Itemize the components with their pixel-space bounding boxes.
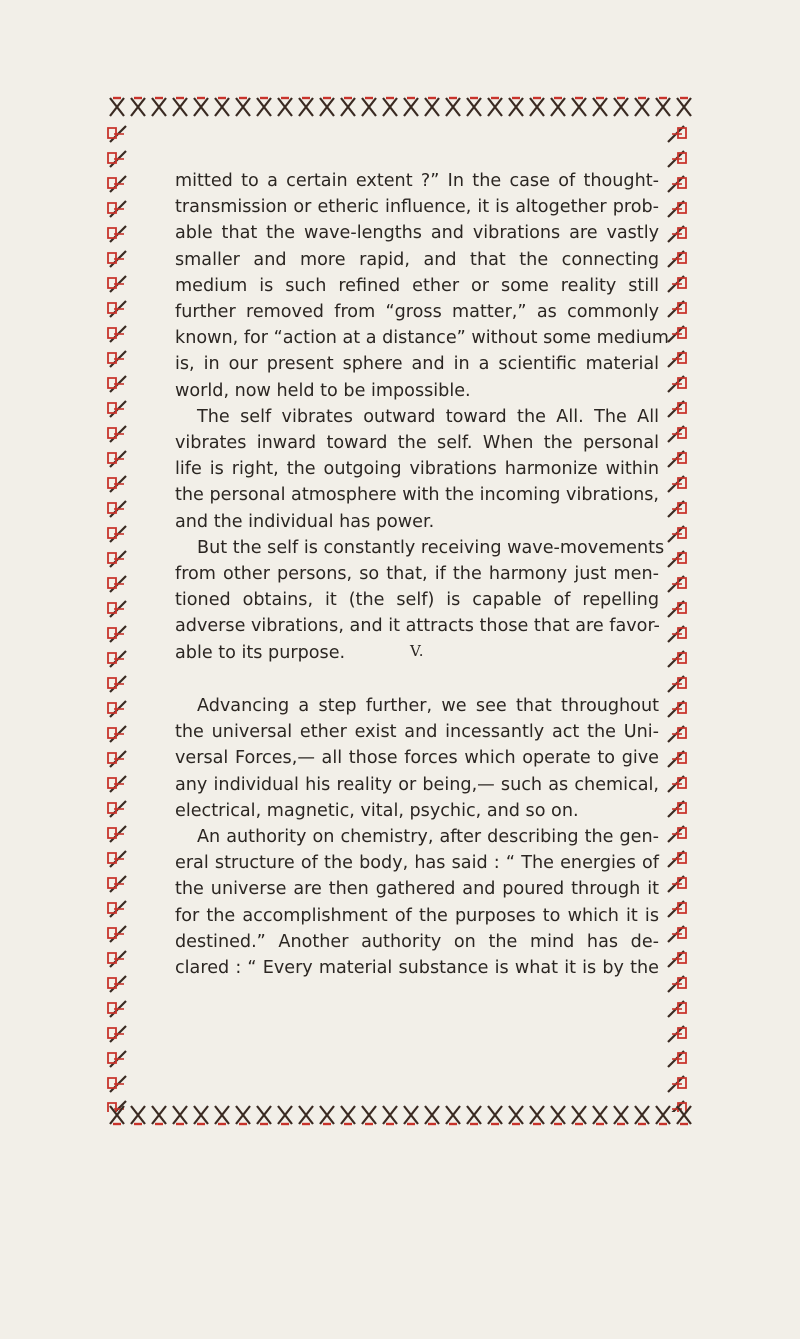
text-line: from other persons, so that, if the harmony just men- xyxy=(175,564,659,585)
border-motif xyxy=(668,376,686,392)
border-motif xyxy=(236,98,250,116)
border-motif xyxy=(530,98,544,116)
border-motif xyxy=(668,276,686,292)
border-motif xyxy=(404,98,418,116)
border-motif xyxy=(668,126,686,142)
text-line: But the self is constantly receiving wave-movements xyxy=(197,537,665,558)
border-motif xyxy=(173,1106,187,1124)
border-motif xyxy=(668,526,686,542)
border-motif xyxy=(108,876,126,892)
text-line: further removed from “gross matter,” as commonly xyxy=(175,302,659,323)
border-motif xyxy=(668,826,686,842)
text-line: electrical, magnetic, vital, psychic, and so on. xyxy=(175,800,579,821)
ornamental-border-top xyxy=(104,94,692,128)
border-motif xyxy=(593,1106,607,1124)
border-motif xyxy=(108,951,126,967)
border-motif xyxy=(362,98,376,116)
border-motif xyxy=(425,1106,439,1124)
text-line: mitted to a certain extent ?” In the case of thought- xyxy=(175,171,659,191)
border-motif xyxy=(108,526,126,542)
border-motif xyxy=(656,1106,670,1124)
border-motif xyxy=(236,1106,250,1124)
border-motif xyxy=(668,601,686,617)
border-motif xyxy=(656,98,670,116)
border-motif xyxy=(215,98,229,116)
border-motif xyxy=(404,1106,418,1124)
border-right-ornament xyxy=(660,116,694,1112)
border-motif xyxy=(108,976,126,992)
text-line: able to its purpose. xyxy=(175,642,346,663)
border-motif xyxy=(668,401,686,417)
border-motif xyxy=(108,751,126,767)
text-line: able that the wave-lengths and vibrations are vastly xyxy=(175,223,659,244)
border-motif xyxy=(509,1106,523,1124)
border-motif xyxy=(131,1106,145,1124)
border-motif xyxy=(572,1106,586,1124)
border-motif xyxy=(593,98,607,116)
paragraph-2 xyxy=(175,404,659,535)
border-motif xyxy=(668,301,686,317)
border-motif xyxy=(278,98,292,116)
border-motif xyxy=(341,98,355,116)
text-line: clared : “ Every material substance is what it is by the xyxy=(175,958,659,979)
body-text-block-1 xyxy=(175,168,669,666)
border-motif xyxy=(488,1106,502,1124)
text-line: the personal atmosphere with the incoming vibrations, xyxy=(175,485,659,506)
body-text-block-2 xyxy=(175,693,659,981)
border-motif xyxy=(108,801,126,817)
border-motif xyxy=(108,1026,126,1042)
border-left-ornament xyxy=(104,116,138,1112)
border-motif xyxy=(668,651,686,667)
border-motif xyxy=(173,98,187,116)
border-motif xyxy=(668,476,686,492)
border-motif xyxy=(668,976,686,992)
border-motif xyxy=(108,551,126,567)
border-motif xyxy=(110,98,124,116)
border-motif xyxy=(668,726,686,742)
border-motif xyxy=(467,1106,481,1124)
border-motif xyxy=(194,98,208,116)
border-motif xyxy=(341,1106,355,1124)
text-line: for the accomplishment of the purposes to which it is xyxy=(175,905,659,926)
text-line: vibrates inward toward the self. When the personal xyxy=(175,433,659,454)
border-motif xyxy=(668,851,686,867)
ornamental-border-bottom xyxy=(104,1102,692,1136)
paragraph-1 xyxy=(175,168,669,404)
border-motif xyxy=(668,451,686,467)
border-motif xyxy=(551,98,565,116)
border-motif xyxy=(446,1106,460,1124)
border-motif xyxy=(108,601,126,617)
border-motif xyxy=(530,1106,544,1124)
border-motif xyxy=(320,1106,334,1124)
border-motif xyxy=(108,151,126,167)
text-line: eral structure of the body, has said : “ The energies of xyxy=(175,853,659,874)
text-line: the universe are then gathered and poured through it xyxy=(175,879,659,900)
border-motif xyxy=(668,251,686,267)
ornamental-border-right xyxy=(660,116,694,1112)
border-motif xyxy=(668,201,686,217)
ornamental-border-left xyxy=(104,116,138,1112)
border-motif xyxy=(108,901,126,917)
border-motif xyxy=(509,98,523,116)
border-motif xyxy=(108,351,126,367)
border-motif xyxy=(152,1106,166,1124)
border-motif xyxy=(108,626,126,642)
text-line: tioned obtains, it (the self) is capable of repelling xyxy=(175,590,659,611)
border-motif xyxy=(108,1051,126,1067)
text-line: and the individual has power. xyxy=(175,511,435,532)
border-motif xyxy=(668,351,686,367)
text-line: any individual his reality or being,— such as chemical, xyxy=(175,774,659,795)
border-motif xyxy=(257,1106,271,1124)
border-motif xyxy=(108,201,126,217)
text-line: life is right, the outgoing vibrations harmonize within xyxy=(175,459,659,480)
border-motif xyxy=(108,826,126,842)
border-motif xyxy=(108,576,126,592)
border-motif xyxy=(446,98,460,116)
border-motif xyxy=(320,98,334,116)
text-line: world, now held to be impossible. xyxy=(175,380,471,401)
border-motif xyxy=(668,151,686,167)
border-motif xyxy=(668,876,686,892)
border-motif xyxy=(635,1106,649,1124)
border-motif xyxy=(488,98,502,116)
border-motif xyxy=(108,476,126,492)
border-motif xyxy=(677,1106,691,1124)
border-motif xyxy=(614,98,628,116)
border-motif xyxy=(383,1106,397,1124)
border-motif xyxy=(668,626,686,642)
border-motif xyxy=(572,98,586,116)
border-motif xyxy=(278,1106,292,1124)
border-motif xyxy=(108,1076,126,1092)
text-line: the universal ether exist and incessantly act the Uni- xyxy=(175,722,659,743)
border-motif xyxy=(362,1106,376,1124)
border-motif xyxy=(108,426,126,442)
paragraph-4 xyxy=(175,693,659,824)
border-motif xyxy=(131,98,145,116)
text-line: Advancing a step further, we see that throughout xyxy=(197,696,659,716)
border-motif xyxy=(299,1106,313,1124)
border-motif xyxy=(108,1001,126,1017)
border-motif xyxy=(668,801,686,817)
border-motif xyxy=(194,1106,208,1124)
border-motif xyxy=(668,226,686,242)
text-line: known, for “action at a distance” without some medium xyxy=(175,328,669,349)
border-motif xyxy=(668,901,686,917)
border-motif xyxy=(668,501,686,517)
border-motif xyxy=(635,98,649,116)
border-motif xyxy=(668,701,686,717)
border-motif xyxy=(668,176,686,192)
text-line: transmission or etheric influence, it is altogether prob- xyxy=(175,197,659,218)
border-motif xyxy=(425,98,439,116)
border-motif xyxy=(108,401,126,417)
border-motif xyxy=(108,226,126,242)
border-motif xyxy=(668,676,686,692)
border-motif xyxy=(108,851,126,867)
border-motif xyxy=(108,726,126,742)
border-motif xyxy=(668,926,686,942)
border-motif xyxy=(108,776,126,792)
border-motif xyxy=(668,426,686,442)
border-motif xyxy=(467,98,481,116)
border-motif xyxy=(108,326,126,342)
text-line: is, in our present sphere and in a scientific material xyxy=(175,354,659,375)
text-line: The self vibrates outward toward the All. The All xyxy=(197,406,659,427)
border-top-ornament xyxy=(104,94,692,128)
border-motif xyxy=(668,576,686,592)
border-motif xyxy=(299,98,313,116)
border-motif xyxy=(383,98,397,116)
paragraph-5 xyxy=(175,824,659,981)
border-motif xyxy=(108,126,126,142)
border-motif xyxy=(614,1106,628,1124)
border-motif xyxy=(668,1076,686,1092)
text-line: An authority on chemistry, after describing the gen- xyxy=(197,827,659,848)
text-line: versal Forces,— all those forces which operate to give xyxy=(175,748,659,769)
border-motif xyxy=(668,1026,686,1042)
border-motif xyxy=(215,1106,229,1124)
border-motif xyxy=(668,776,686,792)
border-motif xyxy=(110,1106,124,1124)
border-motif xyxy=(668,1001,686,1017)
section-heading: V. xyxy=(410,642,424,660)
text-line: destined.” Another authority on the mind has de- xyxy=(175,931,659,952)
border-motif xyxy=(668,751,686,767)
border-motif xyxy=(108,251,126,267)
border-motif xyxy=(677,98,691,116)
text-line: adverse vibrations, and it attracts those that are favor- xyxy=(175,616,660,637)
border-motif xyxy=(152,98,166,116)
border-motif xyxy=(551,1106,565,1124)
text-line: smaller and more rapid, and that the connecting xyxy=(175,249,659,270)
border-motif xyxy=(108,676,126,692)
border-motif xyxy=(108,926,126,942)
border-motif xyxy=(668,551,686,567)
border-motif xyxy=(668,951,686,967)
border-motif xyxy=(108,501,126,517)
border-motif xyxy=(668,326,686,342)
border-motif xyxy=(108,276,126,292)
border-motif xyxy=(108,376,126,392)
border-motif xyxy=(108,651,126,667)
text-line: medium is such refined ether or some reality still xyxy=(175,275,659,296)
border-motif xyxy=(108,451,126,467)
border-motif xyxy=(257,98,271,116)
border-motif xyxy=(668,1051,686,1067)
border-motif xyxy=(108,301,126,317)
border-motif xyxy=(108,176,126,192)
border-bottom-ornament xyxy=(104,1102,692,1136)
border-motif xyxy=(108,701,126,717)
